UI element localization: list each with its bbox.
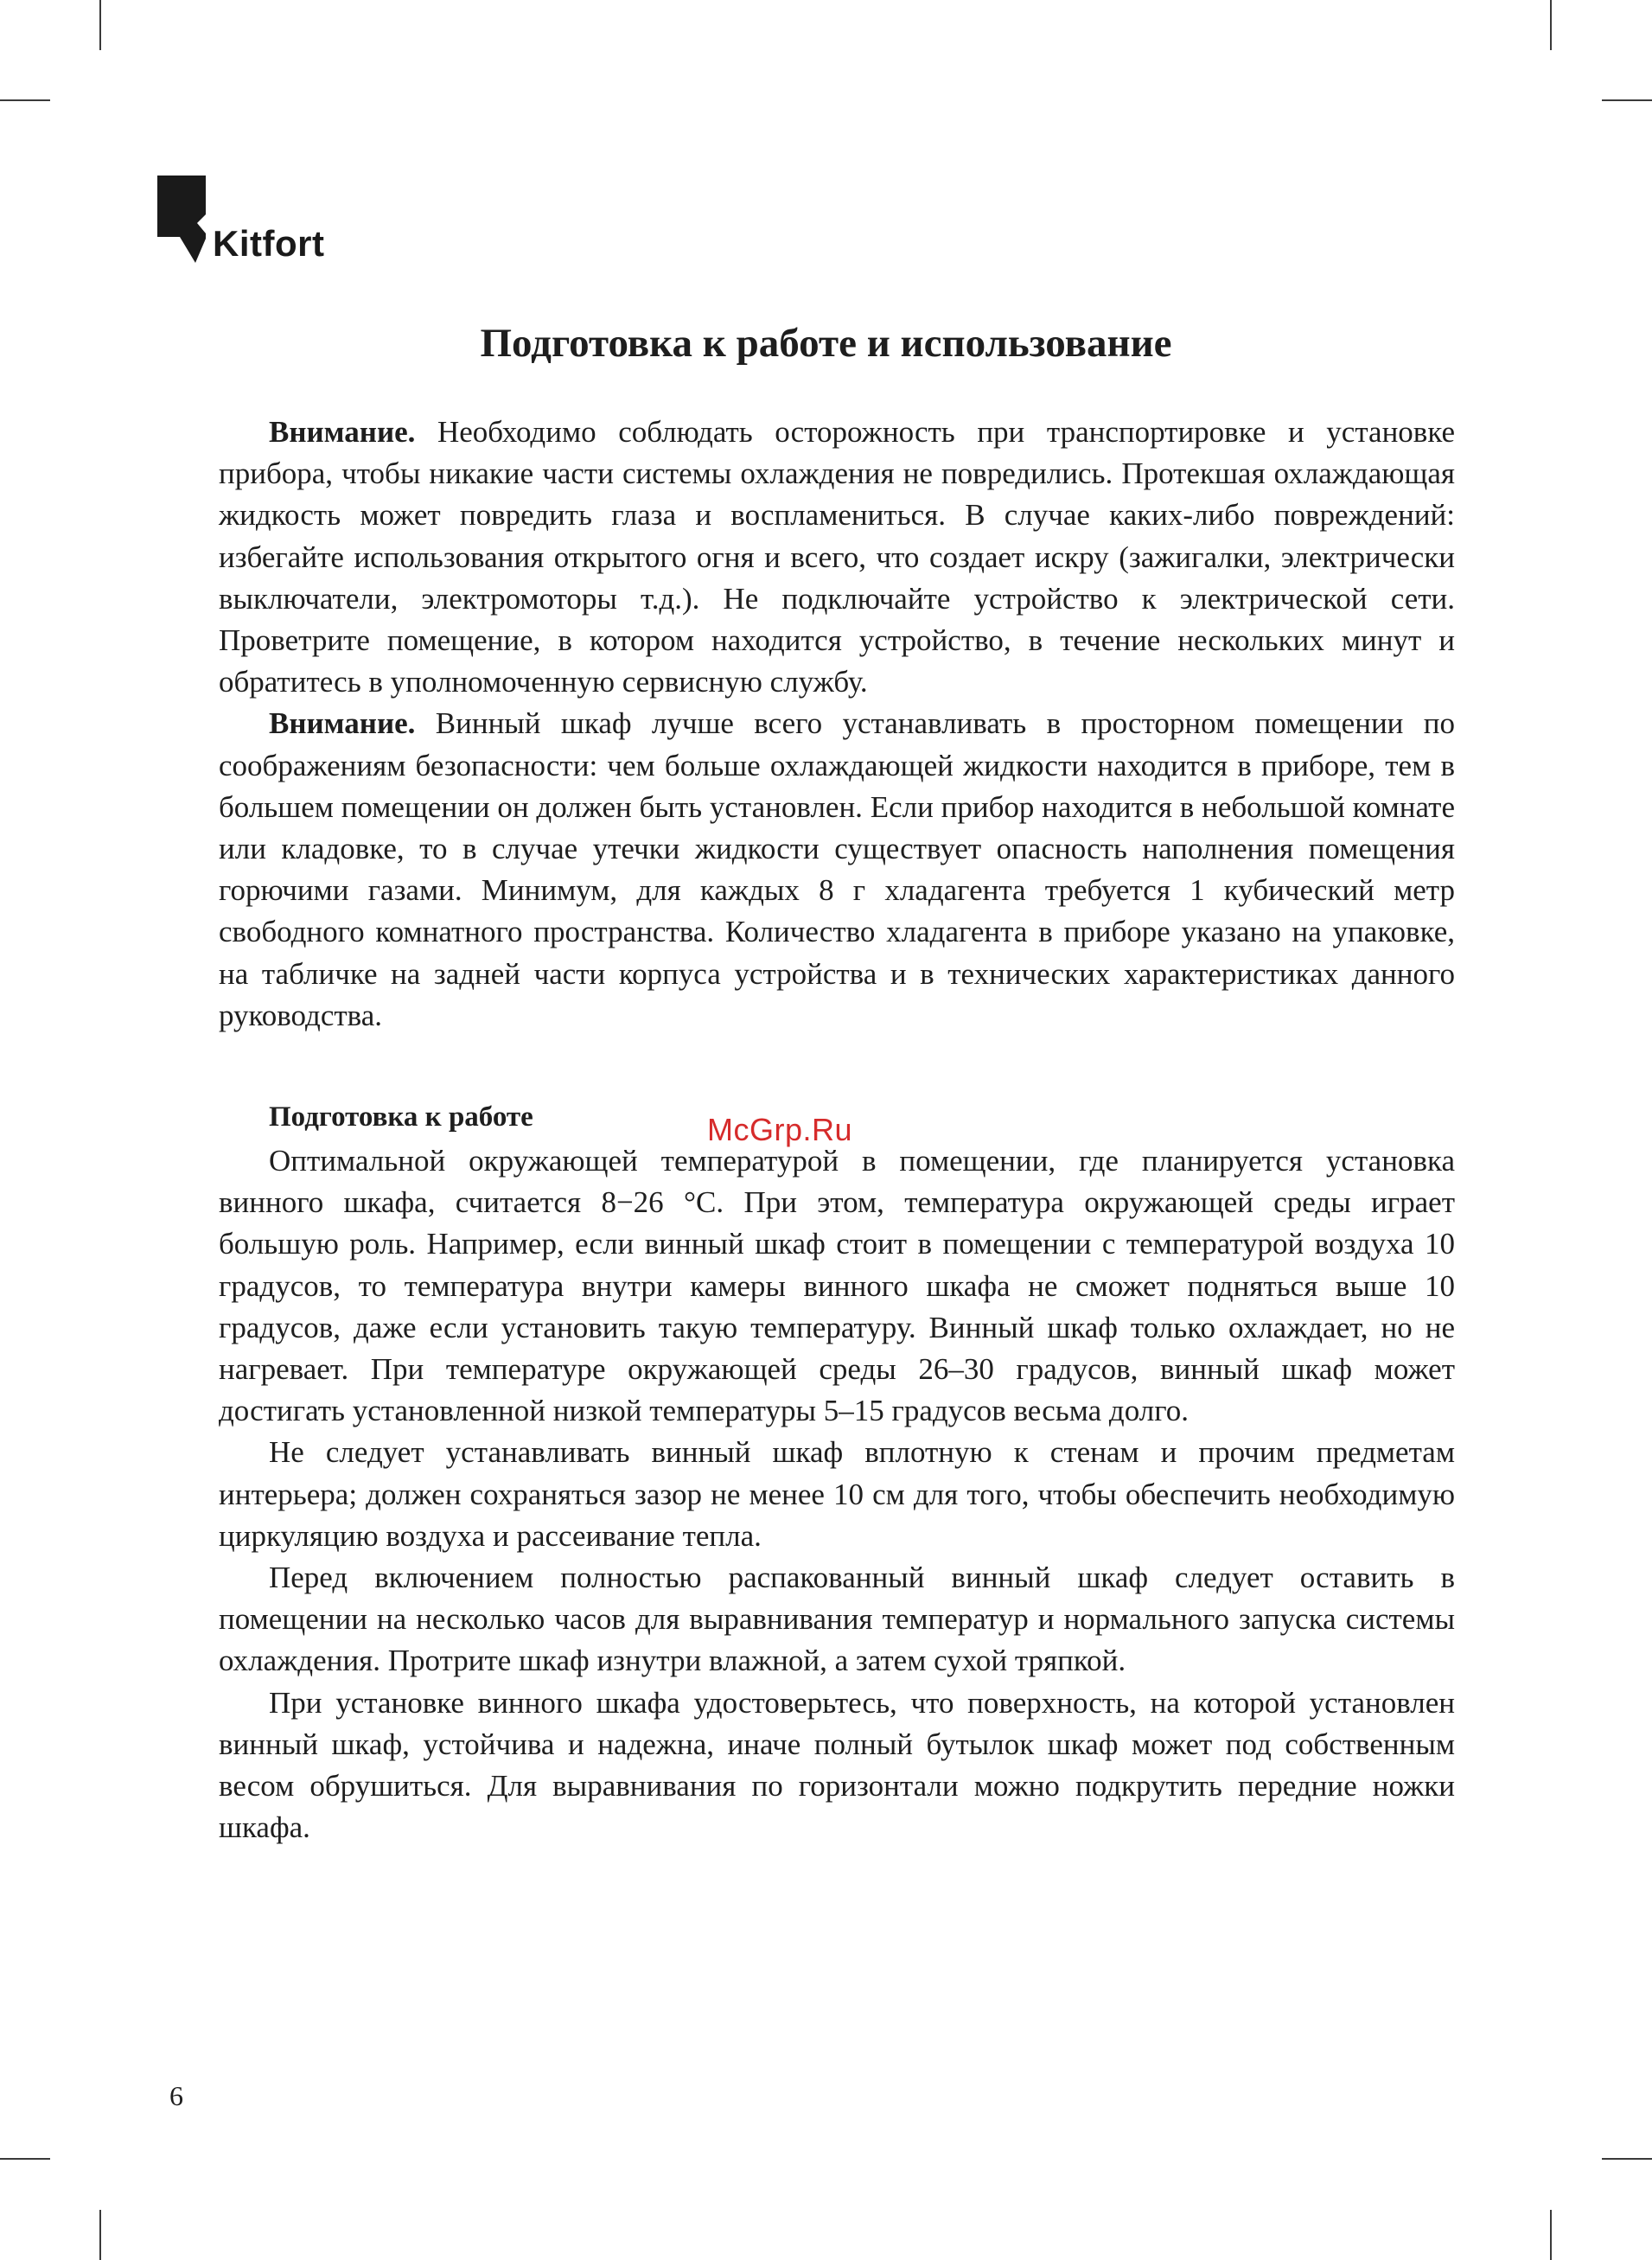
warning-text: Винный шкаф лучше всего устанавливать в просторном помещении по соображениям безопасности: чем больше охлаждающей жидкости находится в приборе, тем в большем помещении он должен быть установлен. Если прибор находится в небольшой комнате или кладовке, то в случае утечки жидкости существует опасность наполнения помещения горючими газами. Минимум, для каждых 8 г хладагента требуется 1 кубический метр свободного комнатного пространства. Количество хладагента в приборе указано на упаковке, на табличке на задней части корпуса устройства и в технических характеристиках данного руководства. <box>219 706 1455 1032</box>
brand-name: Kitfort <box>213 223 325 264</box>
crop-mark-top-left-v <box>99 0 101 50</box>
watermark: McGrp.Ru <box>707 1112 853 1147</box>
warning-paragraph <box>219 412 1455 703</box>
warning-label: Внимание. <box>269 706 416 741</box>
page-number: 6 <box>169 2080 183 2111</box>
page-title: Подготовка к работе и использование <box>480 321 1172 366</box>
brand-logo <box>156 173 363 268</box>
section-heading: Подготовка к работе <box>269 1101 533 1133</box>
crop-mark-top-right-v <box>1550 0 1552 50</box>
warning-label: Внимание. <box>269 415 416 449</box>
crop-mark-bottom-left-h <box>0 2158 50 2160</box>
crop-mark-bottom-right-v <box>1550 2210 1552 2260</box>
warning-text: Необходимо соблюдать осторожность при транспортировке и установке прибора, чтобы никакие части системы охлаждения не повредились. Протекшая охлаждающая жидкость может повредить глаза и воспламениться. В случае каких-либо повреждений: избегайте использования открытого огня и всего, что создает искру (зажигалки, электрически выключатели, электромоторы т.д.). Не подключайте устройство к электрической сети. Проветрите помещение, в котором находится устройство, в течение нескольких минут и обратитесь в уполномоченную сервисную службу. <box>219 415 1455 699</box>
section-paragraph: Не следует устанавливать винный шкаф вплотную к стенам и прочим предметам интерьера; должен сохраняться зазор не менее 10 см для того, чтобы обеспечить необходимую циркуляцию воздуха и рассеивание тепла. <box>219 1435 1455 1553</box>
crop-mark-top-left-h <box>0 99 50 101</box>
section-paragraph: Оптимальной окружающей температурой в помещении, где планируется установка винного шкафа, считается 8−26 °C. При этом, температура окружающей среды играет большую роль. Например, если винный шкаф стоит в помещении с температурой воздуха 10 градусов, то температура внутри камеры винного шкафа не сможет подняться выше 10 градусов, даже если установить такую температуру. Винный шкаф только охлаждает, но не нагревает. При температуре окружающей среды 26–30 градусов, винный шкаф может достигать установленной низкой температуры 5–15 градусов весьма долго. <box>219 1144 1455 1428</box>
crop-mark-bottom-left-v <box>99 2210 101 2260</box>
warnings-block <box>219 412 1455 1037</box>
warning-paragraph <box>219 703 1455 1037</box>
section-body <box>219 1140 1455 1848</box>
section-paragraph: Перед включением полностью распакованный винный шкаф следует оставить в помещении на несколько часов для выравнивания температур и нормального запуска системы охлаждения. Протрите шкаф изнутри влажной, а затем сухой тряпкой. <box>219 1561 1455 1678</box>
section-paragraph: При установке винного шкафа удостоверьтесь, что поверхность, на которой установлен винный шкаф, устойчива и надежна, иначе полный бутылок шкаф может под собственным весом обрушиться. Для выравнивания по горизонтали можно подкрутить передние ножки шкафа. <box>219 1685 1455 1845</box>
crop-mark-bottom-right-h <box>1602 2158 1652 2160</box>
crop-mark-top-right-h <box>1602 99 1652 101</box>
